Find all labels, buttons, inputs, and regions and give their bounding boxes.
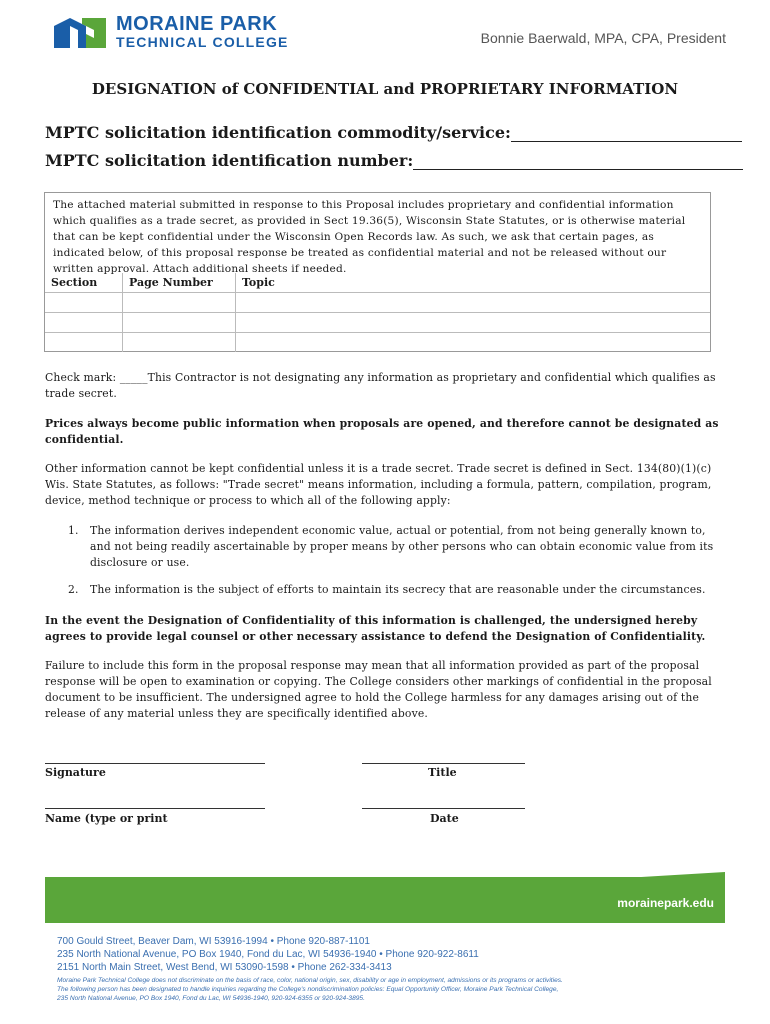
date-line[interactable]	[362, 808, 525, 809]
list-item-text: The information derives independent economic value, actual or potential, from not being generally known to, and not being readily ascertainable by proper means by other persons who can obtain economic value from its disclosure or use.	[90, 524, 714, 569]
prices-statement: Prices always become public information when proposals are opened, and therefore cannot be designated as confidential.	[45, 417, 719, 446]
logo-line2: TECHNICAL COLLEGE	[116, 34, 289, 50]
eo-officer-contact: 235 North National Avenue, PO Box 1940, Fond du Lac, WI 54936-1940, 920-924-6355 or 920-924-3895.	[57, 995, 365, 1002]
failure-statement: Failure to include this form in the proposal response may mean that all information provided as part of the proposal response will be open to examination or copying. The College considers other markings of confidential in the proposal document to be insufficient. The undersigned agree to hold the College harmless for any damages arising out of the release of any material unless they are specifically identified above.	[45, 659, 712, 720]
cell-page-number[interactable]	[123, 333, 236, 353]
designation-box	[44, 192, 711, 352]
name-line[interactable]	[45, 808, 265, 809]
column-header-page-number: Page Number	[123, 273, 236, 293]
solicitation-number-label: MPTC solicitation identification number:	[45, 151, 414, 170]
mptc-logo-icon	[52, 12, 108, 54]
cell-page-number[interactable]	[123, 293, 236, 313]
check-mark-statement: Check mark: _____This Contractor is not designating any information as proprietary and confidential which qualifies as trade secret.	[45, 371, 716, 400]
commodity-field	[45, 123, 742, 142]
address-fond-du-lac: 235 North National Avenue, PO Box 1940, Fond du Lac, WI 54936-1940 • Phone 920-922-8611	[57, 949, 479, 960]
cell-topic[interactable]	[236, 293, 711, 313]
logo-line1: MORAINE PARK	[116, 13, 278, 35]
website-link[interactable]: morainepark.edu	[617, 896, 714, 910]
column-header-section: Section	[45, 273, 123, 293]
cell-topic[interactable]	[236, 313, 711, 333]
signature-line[interactable]	[45, 763, 265, 764]
table-row	[45, 333, 710, 353]
signature-label: Signature	[45, 766, 106, 779]
column-header-topic: Topic	[236, 273, 711, 293]
cell-section[interactable]	[45, 333, 123, 353]
eo-officer-statement: The following person has been designated to handle inquiries regarding the College's nondiscrimination policies: Equal Opportunity Officer, Moraine Park Technical College,	[57, 986, 559, 993]
list-item-number: 2.	[68, 583, 79, 596]
solicitation-number-field	[45, 151, 743, 170]
title-label: Title	[428, 766, 457, 779]
college-logo	[52, 12, 289, 54]
nondiscrimination-statement: Moraine Park Technical College does not discriminate on the basis of race, color, national origin, sex, disability or age in employment, admissions or its programs or activities.	[57, 977, 563, 984]
name-label: Name (type or print	[45, 812, 168, 825]
president-name: Bonnie Baerwald, MPA, CPA, President	[480, 30, 726, 46]
table-row	[45, 313, 710, 333]
designation-intro: The attached material submitted in response to this Proposal includes proprietary and confidential information which qualifies as a trade secret, as provided in Sect 19.36(5), Wisconsin State Statutes, or is otherwise material that can be kept confidential under the Wisconsin Open Records law. As such, we ask that certain pages, as indicated below, of this proposal response be treated as confidential material and not be released without our written approval. Attach additional sheets if needed.	[53, 199, 686, 275]
date-label: Date	[430, 812, 459, 825]
cell-topic[interactable]	[236, 333, 711, 353]
list-item-text: The information is the subject of efforts to maintain its secrecy that are reasonable under the circumstances.	[90, 583, 706, 596]
table-header-row	[45, 273, 710, 293]
cell-section[interactable]	[45, 313, 123, 333]
designation-table	[45, 273, 710, 352]
address-beaver-dam: 700 Gould Street, Beaver Dam, WI 53916-1994 • Phone 920-887-1101	[57, 936, 370, 947]
cell-page-number[interactable]	[123, 313, 236, 333]
list-item-number: 1.	[68, 524, 79, 537]
cell-section[interactable]	[45, 293, 123, 313]
challenge-statement: In the event the Designation of Confidentiality of this information is challenged, the undersigned hereby agrees to provide legal counsel or other necessary assistance to defend the Designation of Confidentiality.	[45, 614, 706, 643]
other-info-statement: Other information cannot be kept confidential unless it is a trade secret. Trade secret is defined in Sect. 134(80)(1)(c) Wis. State Statutes, as follows: "Trade secret" means information, including a formula, pattern, compilation, program, device, method technique or process to which all of the following apply:	[45, 462, 712, 507]
document-title: DESIGNATION of CONFIDENTIAL and PROPRIETARY INFORMATION	[91, 80, 679, 98]
title-line[interactable]	[362, 763, 525, 764]
address-west-bend: 2151 North Main Street, West Bend, WI 53090-1598 • Phone 262-334-3413	[57, 962, 392, 973]
commodity-label: MPTC solicitation identification commodity/service:	[45, 123, 511, 142]
logo-wordmark	[116, 15, 289, 51]
solicitation-number-blank[interactable]	[413, 154, 743, 170]
table-row	[45, 293, 710, 313]
commodity-blank[interactable]	[511, 126, 742, 142]
